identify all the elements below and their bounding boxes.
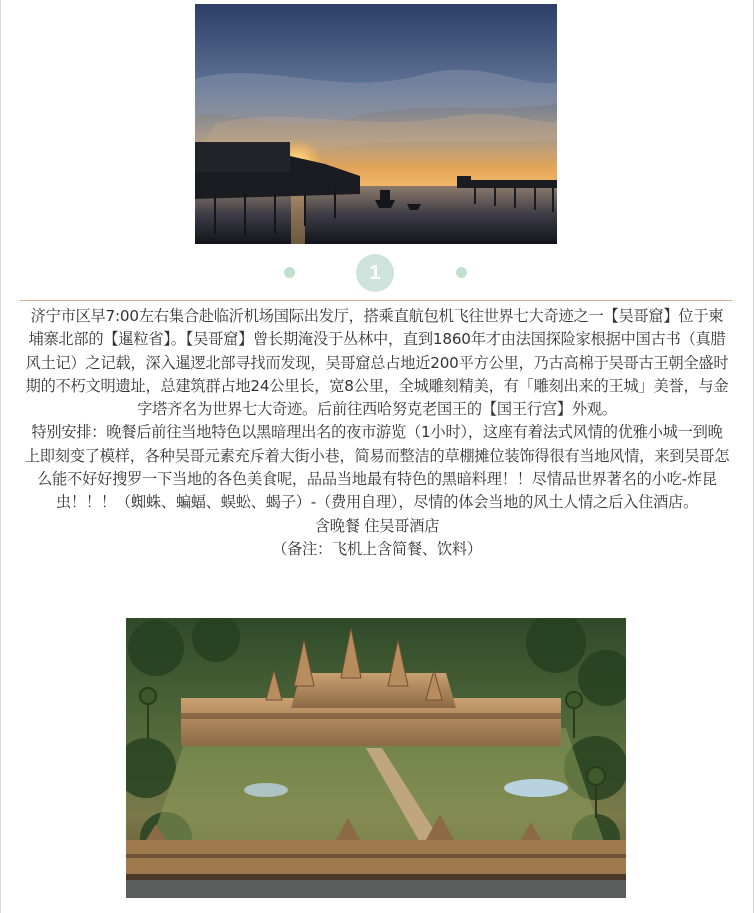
meals-hotel-line: 含晚餐 住吴哥酒店 <box>314 516 440 535</box>
section-divider <box>20 300 732 301</box>
dot-right-decoration <box>456 267 467 278</box>
flight-note-line: （备注：飞机上含简餐、饮料） <box>272 539 482 558</box>
itinerary-paragraph-1: 济宁市区早7:00左右集合赴临沂机场国际出发厅，搭乘直航包机飞往世界七大奇迹之一【吴哥窟】位于柬埔寨北部的【暹粒省】。【吴哥窟】曾长期淹没于丛林中，直到1860年才由法国探险家根据中国古书（真腊风土记）之记载，深入暹逻北部寻找而发现，吴哥窟总占地近200平方公里，乃古高棉于吴哥古王朝全盛时期的不朽文明遗址，总建筑群占地24公里长，宽8公里，全城雕刻精美，有「雕刻出来的王城」美誉，与金字塔齐名为世界七大奇迹。后前往西哈努克老国王的【国王行宫】外观。 <box>25 307 729 419</box>
itinerary-text <box>24 305 730 561</box>
day-indicator <box>0 254 754 292</box>
angkor-wat-photo <box>126 618 626 898</box>
itinerary-paragraph-2: 特别安排：晚餐后前往当地特色以黑暗理出名的夜市游览（1小时），这座有着法式风情的优雅小城一到晚上即刻变了模样，各种吴哥元素充斥着大街小巷，简易而整洁的草棚摊位装饰得很有当地风情，来到吴哥怎么能不好好搜罗一下当地的各色美食呢，品品当地最有特色的黑暗料理！！尽情品世界著名的小吃-炸昆虫！！！（蜘蛛、蝙蝠、蜈蚣、蝎子）-（费用自理），尽情的体会当地的风土人情之后入住酒店。 <box>24 423 730 512</box>
sunset-pier-photo <box>195 4 557 244</box>
dot-left-decoration <box>284 267 295 278</box>
day-number-badge: 1 <box>356 254 394 292</box>
